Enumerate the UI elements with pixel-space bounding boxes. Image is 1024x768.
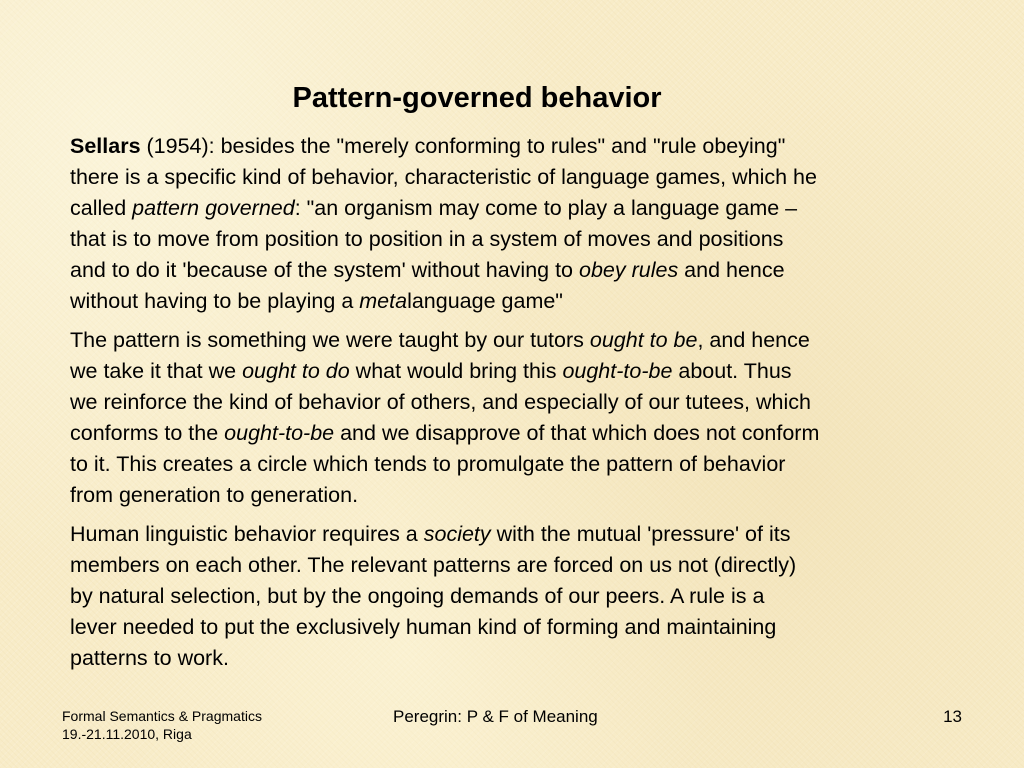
text-line	[70, 325, 970, 356]
italic-text: ought to do	[242, 359, 350, 383]
text-line	[70, 643, 970, 674]
text-line	[70, 162, 970, 193]
text-run: what would bring this	[349, 359, 563, 383]
italic-text: ought-to-be	[224, 421, 335, 445]
text-line	[70, 224, 970, 255]
text-run: conforms to the	[70, 421, 225, 445]
italic-text: ought-to-be	[562, 359, 673, 383]
text-line	[70, 519, 970, 550]
text-line	[70, 418, 970, 449]
text-run: and hence	[678, 258, 785, 282]
text-line	[70, 480, 970, 511]
text-line	[70, 449, 970, 480]
text-run: lever needed to put the exclusively human kind of forming and maintaining	[70, 615, 777, 639]
text-run: to it. This creates a circle which tends to promulgate the pattern of behavior	[70, 452, 786, 476]
italic-text: ought to be	[589, 328, 698, 352]
footer-course-info	[62, 707, 262, 743]
text-line	[70, 131, 970, 162]
text-run: without having to be playing a	[70, 289, 360, 313]
bold-text: Sellars	[70, 134, 141, 158]
text-run: members on each other. The relevant patterns are forced on us not (directly)	[70, 553, 797, 577]
text-line	[70, 387, 970, 418]
text-run: about. Thus	[672, 359, 792, 383]
text-run: and to do it 'because of the system' without having to	[70, 258, 579, 282]
text-run: : "an organism may come to play a language game –	[294, 196, 798, 220]
footer-date-location: 19.-21.11.2010, Riga	[62, 726, 192, 742]
text-run: with the mutual 'pressure' of its	[490, 522, 791, 546]
text-line	[70, 286, 970, 317]
text-run: and we disapprove of that which does not conform	[334, 421, 820, 445]
footer-course-name: Formal Semantics & Pragmatics	[62, 708, 262, 724]
text-run: patterns to work.	[70, 646, 229, 670]
text-run: language game"	[407, 289, 563, 313]
text-run: by natural selection, but by the ongoing demands of our peers. A rule is a	[70, 584, 765, 608]
slide-body	[70, 131, 970, 682]
text-run: there is a specific kind of behavior, characteristic of language games, which he	[70, 165, 817, 189]
text-line	[70, 193, 970, 224]
text-run: (1954): besides the "merely conforming to rules" and "rule obeying"	[140, 134, 786, 158]
text-run: called	[70, 196, 133, 220]
slide-number: 13	[943, 707, 962, 726]
text-run: The pattern is something we were taught by our tutors	[70, 328, 590, 352]
text-line	[70, 255, 970, 286]
text-run: we reinforce the kind of behavior of others, and especially of our tutees, which	[70, 390, 811, 414]
slide-title: Pattern-governed behavior	[292, 82, 662, 114]
footer-presentation-title: Peregrin: P & F of Meaning	[393, 707, 598, 726]
text-run: that is to move from position to position in a system of moves and positions	[70, 227, 784, 251]
italic-text: society	[423, 522, 491, 546]
body-paragraph	[70, 131, 970, 317]
text-line	[70, 356, 970, 387]
text-run: , and hence	[697, 328, 810, 352]
italic-text: obey rules	[579, 258, 679, 282]
italic-text: meta	[359, 289, 408, 313]
italic-text: pattern governed	[132, 196, 295, 220]
text-line	[70, 581, 970, 612]
text-run: Human linguistic behavior requires a	[70, 522, 424, 546]
text-line	[70, 550, 970, 581]
text-run: we take it that we	[70, 359, 243, 383]
text-line	[70, 612, 970, 643]
text-run: from generation to generation.	[70, 483, 359, 507]
body-paragraph	[70, 519, 970, 674]
body-paragraph	[70, 325, 970, 511]
